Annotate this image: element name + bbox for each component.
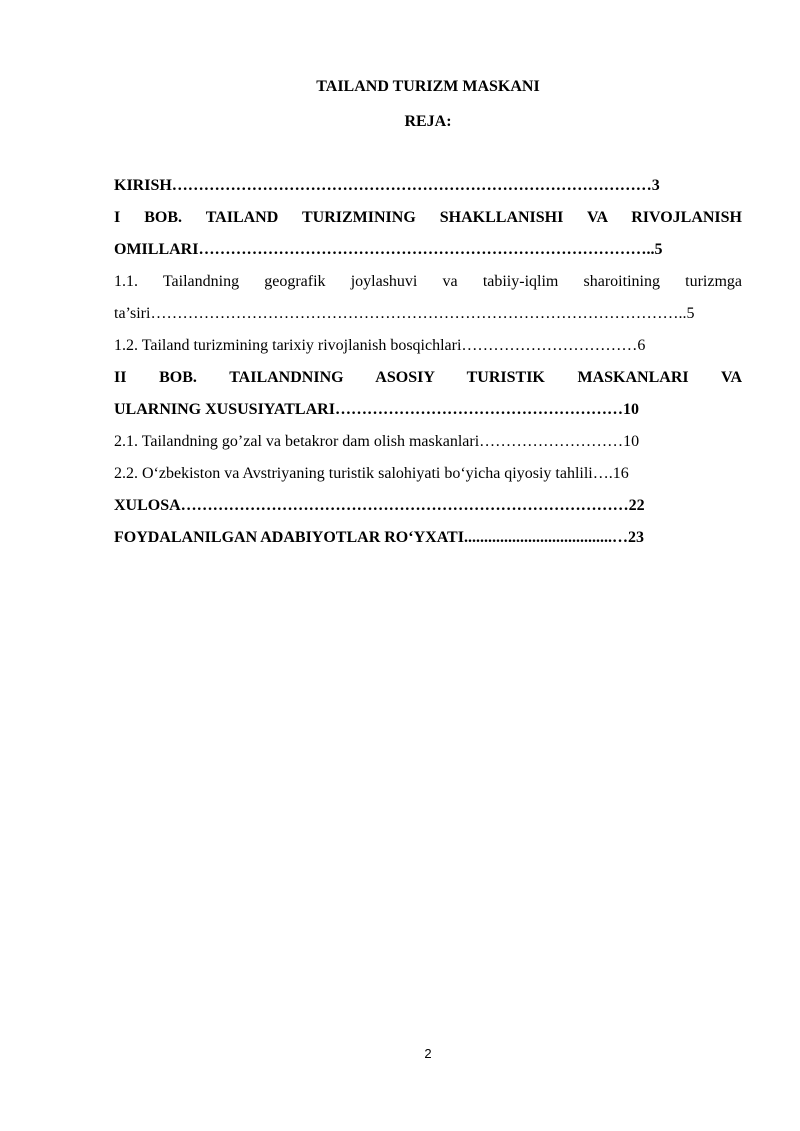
toc-entry: 2.1. Tailandning go’zal va betakror dam olish maskanlari………………………10 [114,433,640,450]
toc-entry: II BOB. TAILANDNING ASOSIY TURISTIK MASKANLARI VA [114,369,742,386]
toc-entry: 1.2. Tailand turizmining tarixiy rivojlanish bosqichlari……………………………6 [114,337,646,354]
toc-entry: OMILLARI…………………………………………………………………………..5 [114,241,663,258]
toc-entry: FOYDALANILGAN ADABIYOTLAR RO‘YXATI.....................................…23 [114,529,644,546]
toc-entry: ULARNING XUSUSIYATLARI………………………………………………10 [114,401,639,418]
plan-heading: REJA: [404,113,452,130]
toc-entry: KIRISH………………………………………………………………………………3 [114,177,660,194]
toc-entry: XULOSA…………………………………………………………………………22 [114,497,645,514]
toc-entry: ta’siri………………………………………………………………………………………..5 [114,305,695,322]
toc-entry: I BOB. TAILAND TURIZMINING SHAKLLANISHI VA RIVOJLANISH [114,209,742,226]
table-of-contents [114,170,742,554]
toc-entry: 1.1. Tailandning geografik joylashuvi va tabiiy-iqlim sharoitining turizmga [114,273,742,290]
document-title: TAILAND TURIZM MASKANI [316,78,540,95]
toc-entry: 2.2. O‘zbekiston va Avstriyaning turistik salohiyati bo‘yicha qiyosiy tahlili….16 [114,465,629,482]
page-number: 2 [424,1046,432,1061]
